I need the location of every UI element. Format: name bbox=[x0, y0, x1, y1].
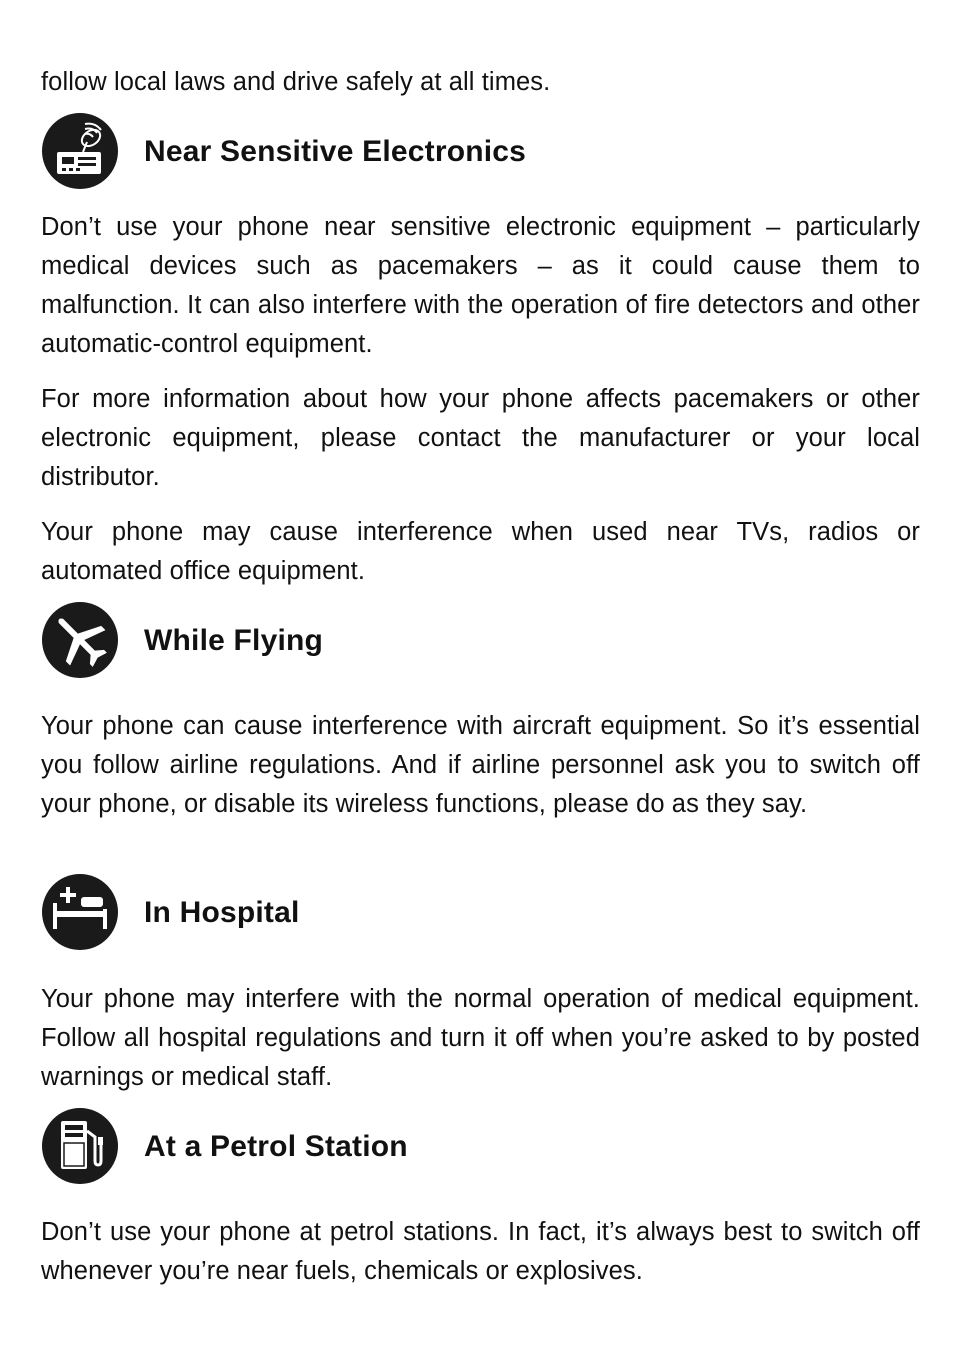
section-heading-flying bbox=[41, 601, 920, 681]
fuel-pump-icon bbox=[41, 1107, 119, 1185]
section-heading-hospital bbox=[41, 873, 920, 953]
paragraph: Don’t use your phone at petrol stations. In fact, it’s always best to switch off whenever you’re near fuels, chemicals or explosives. bbox=[41, 1218, 920, 1285]
paragraph: For more information about how your phone affects pacemakers or other electronic equipment, please contact the manufacturer or your local distributor. bbox=[41, 385, 920, 491]
intro-text: follow local laws and drive safely at all times. bbox=[41, 68, 551, 96]
section-title: While Flying bbox=[144, 624, 324, 657]
paragraph: Your phone can cause interference with aircraft equipment. So it’s essential you follow airline regulations. And if airline personnel ask you to switch off your phone, or disable its wireless functions, please do as they say. bbox=[41, 712, 920, 818]
paragraph: Your phone may interfere with the normal operation of medical equipment. Follow all hospital regulations and turn it off when you’re asked to by posted warnings or medical staff. bbox=[41, 985, 920, 1091]
electronics-icon bbox=[41, 112, 119, 190]
section-heading-electronics bbox=[41, 112, 920, 192]
hospital-bed-icon bbox=[41, 873, 119, 951]
airplane-icon bbox=[41, 601, 119, 679]
paragraph: Your phone may cause interference when used near TVs, radios or automated office equipment. bbox=[41, 518, 920, 585]
paragraph: Don’t use your phone near sensitive electronic equipment – particularly medical devices such as pacemakers – as it could cause them to malfunction. It can also interfere with the operation of fire detectors and other automatic-control equipment. bbox=[41, 213, 920, 358]
section-title: Near Sensitive Electronics bbox=[144, 135, 527, 168]
section-title: In Hospital bbox=[144, 896, 300, 929]
section-heading-petrol bbox=[41, 1107, 920, 1187]
section-title: At a Petrol Station bbox=[144, 1130, 408, 1163]
